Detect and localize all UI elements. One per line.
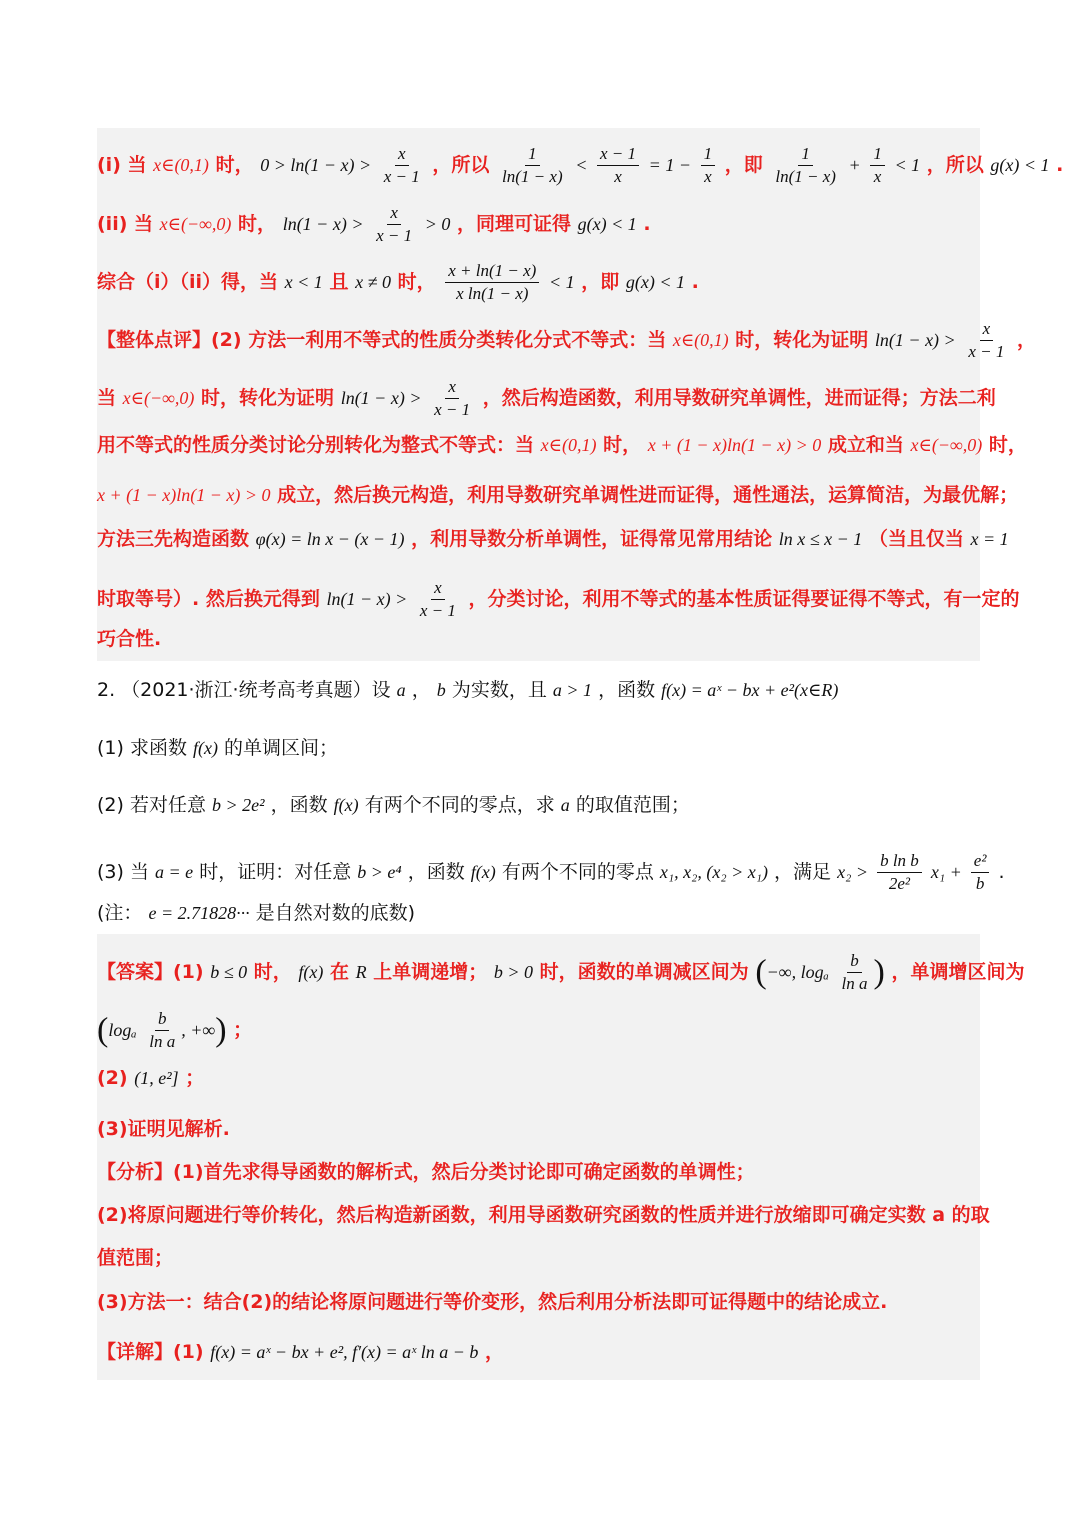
case-ii-line: (ii) 当 x∈(−∞,0) 时， ln(1 − x) > $\frac{x}{x - 1}$ > 0 ，同理可证得 g(x) < 1 . [97, 203, 651, 245]
overall-comment-line-6: 时取等号）. 然后换元得到 ln(1 − x) > $\frac{x}{x - 1}$ ，分类讨论，利用不等式的基本性质证得要证得不等式，有一定的 [97, 578, 1020, 620]
overall-comment-line-1: 【整体点评】(2) 方法一利用不等式的性质分类转化分式不等式：当 x∈(0,1) 时，转化为证明 ln(1 − x) > $\frac{x}{x - 1}$ ， [97, 319, 1036, 361]
analysis-line-2: (2)将原问题进行等价转化，然后构造新函数，利用导函数研究函数的性质并进行放缩即可确定实数 a 的取 [97, 1204, 990, 1226]
fraction: $\frac{x}{x - 1}$ [383, 144, 420, 186]
combine-line: 综合（i）（ii）得，当 x < 1 且 x ≠ 0 时， $\frac{x + \ln(1 - x)}{\text{x ln(1 − x)}}$ < 1 ，即 g(x) < 1 . [97, 261, 699, 303]
fraction: $\frac{b}{\text{ln a}}$ [149, 1009, 176, 1051]
answer-line-3: (2) (1, e²] ； [97, 1067, 205, 1089]
answer-line-1: 【答案】(1) b ≤ 0 时， f(x) 在 R 上单调递增； b > 0 时，函数的单调减区间为 (−∞, logₐ $\frac{b}{\text{ln a}}$ ) ，单调增区间为 [97, 951, 1025, 993]
overall-comment-line-3: 用不等式的性质分类讨论分别转化为整式不等式：当 x∈(0,1) 时， x + (1 − x)ln(1 − x) > 0 成立和当 x∈(−∞,0) 时， [97, 434, 1027, 456]
overall-comment-line-5: 方法三先构造函数 φ(x) = ln x − (x − 1) ，利用导数分析单调性，证得常见常用结论 ln x ≤ x − 1 （当且仅当 x = 1 [97, 528, 1009, 550]
fraction: $\frac{1}{x}$ [870, 143, 885, 188]
fraction: $\frac{1}{x}$ [701, 143, 716, 188]
fraction: $\frac{1}{\ln(1 - x)}$ [775, 144, 836, 186]
analysis-line-4: (3)方法一：结合(2)的结论将原问题进行等价变形，然后利用分析法即可证得题中的结论成立. [97, 1291, 888, 1313]
overall-comment-line-4: x + (1 − x)ln(1 − x) > 0 成立，然后换元构造，利用导数研究单调性进而证得，通性通法，运算简洁，为最优解； [97, 484, 1019, 506]
problem-2-part-3: (3) 当 a = e 时，证明：对任意 b > e⁴ ，函数 f(x) 有两个不同的零点 x₁, x₂, (x₂ > x₁) ，满足 x₂ > $\frac{\text{b ln b}}{\text{2e²}}$ x₁ + $\frac{\text{e²}}{b}$ . [97, 851, 1005, 893]
problem-2-part-2: (2) 若对任意 b > 2e² ，函数 f(x) 有两个不同的零点，求 a 的取值范围； [97, 794, 690, 816]
problem-2-part-1: (1) 求函数 f(x) 的单调区间； [97, 737, 339, 759]
analysis-line-3: 值范围； [97, 1247, 174, 1269]
fraction: $\frac{x + \ln(1 - x)}{\text{x ln(1 − x)}}$ [445, 260, 539, 305]
problem-2-note: (注： e = 2.71828··· 是自然对数的底数) [97, 902, 416, 924]
fraction: $\frac{x}{x - 1}$ [419, 578, 456, 620]
fraction: $\frac{x - 1}{x}$ [597, 143, 639, 188]
fraction: $\frac{x}{x - 1}$ [376, 203, 413, 245]
fraction: $\frac{b}{\text{ln a}}$ [841, 951, 868, 993]
fraction: $\frac{\text{e²}}{b}$ [971, 850, 990, 895]
fraction: $\frac{x}{x - 1}$ [434, 377, 471, 419]
fraction: $\frac{1}{\ln(1 - x)}$ [502, 144, 563, 186]
fraction: $\frac{x}{x - 1}$ [968, 319, 1005, 361]
problem-2-statement: 2. （2021·浙江·统考高考真题）设 a ， b 为实数，且 a > 1 ，函数 f(x) = aˣ − bx + e²(x∈R) [97, 679, 839, 701]
answer-line-4: (3)证明见解析. [97, 1118, 230, 1140]
overall-comment-line-7: 巧合性. [97, 628, 162, 650]
overall-comment-line-2: 当 x∈(−∞,0) 时，转化为证明 ln(1 − x) > $\frac{x}{x - 1}$ ，然后构造函数，利用导数研究单调性，进而证得；方法二利 [97, 377, 996, 419]
case-i-line: (i) 当 x∈(0,1) 时， 0 > ln(1 − x) > $\frac{x}{x - 1}$ ，所以 $\frac{1}{\ln(1 - x)}$ < $\frac{x - 1}{x}$ = 1 − $\frac{1}{x}$ ，即 $\frac{1}{\ln(1 - x)}$ + $\frac{1}{x}$ < 1 ，所以 g(x) < 1 . [97, 144, 1064, 186]
analysis-line-1: 【分析】(1)首先求得导函数的解析式，然后分类讨论即可确定函数的单调性； [97, 1161, 755, 1183]
detail-line-1: 【详解】(1) f(x) = aˣ − bx + e², f′(x) = aˣ ln a − b ， [97, 1341, 505, 1363]
answer-line-2: (logₐ $\frac{b}{\text{ln a}}$ , +∞) ； [97, 1009, 253, 1051]
fraction: $\frac{\text{b ln b}}{\text{2e²}}$ [877, 850, 922, 895]
